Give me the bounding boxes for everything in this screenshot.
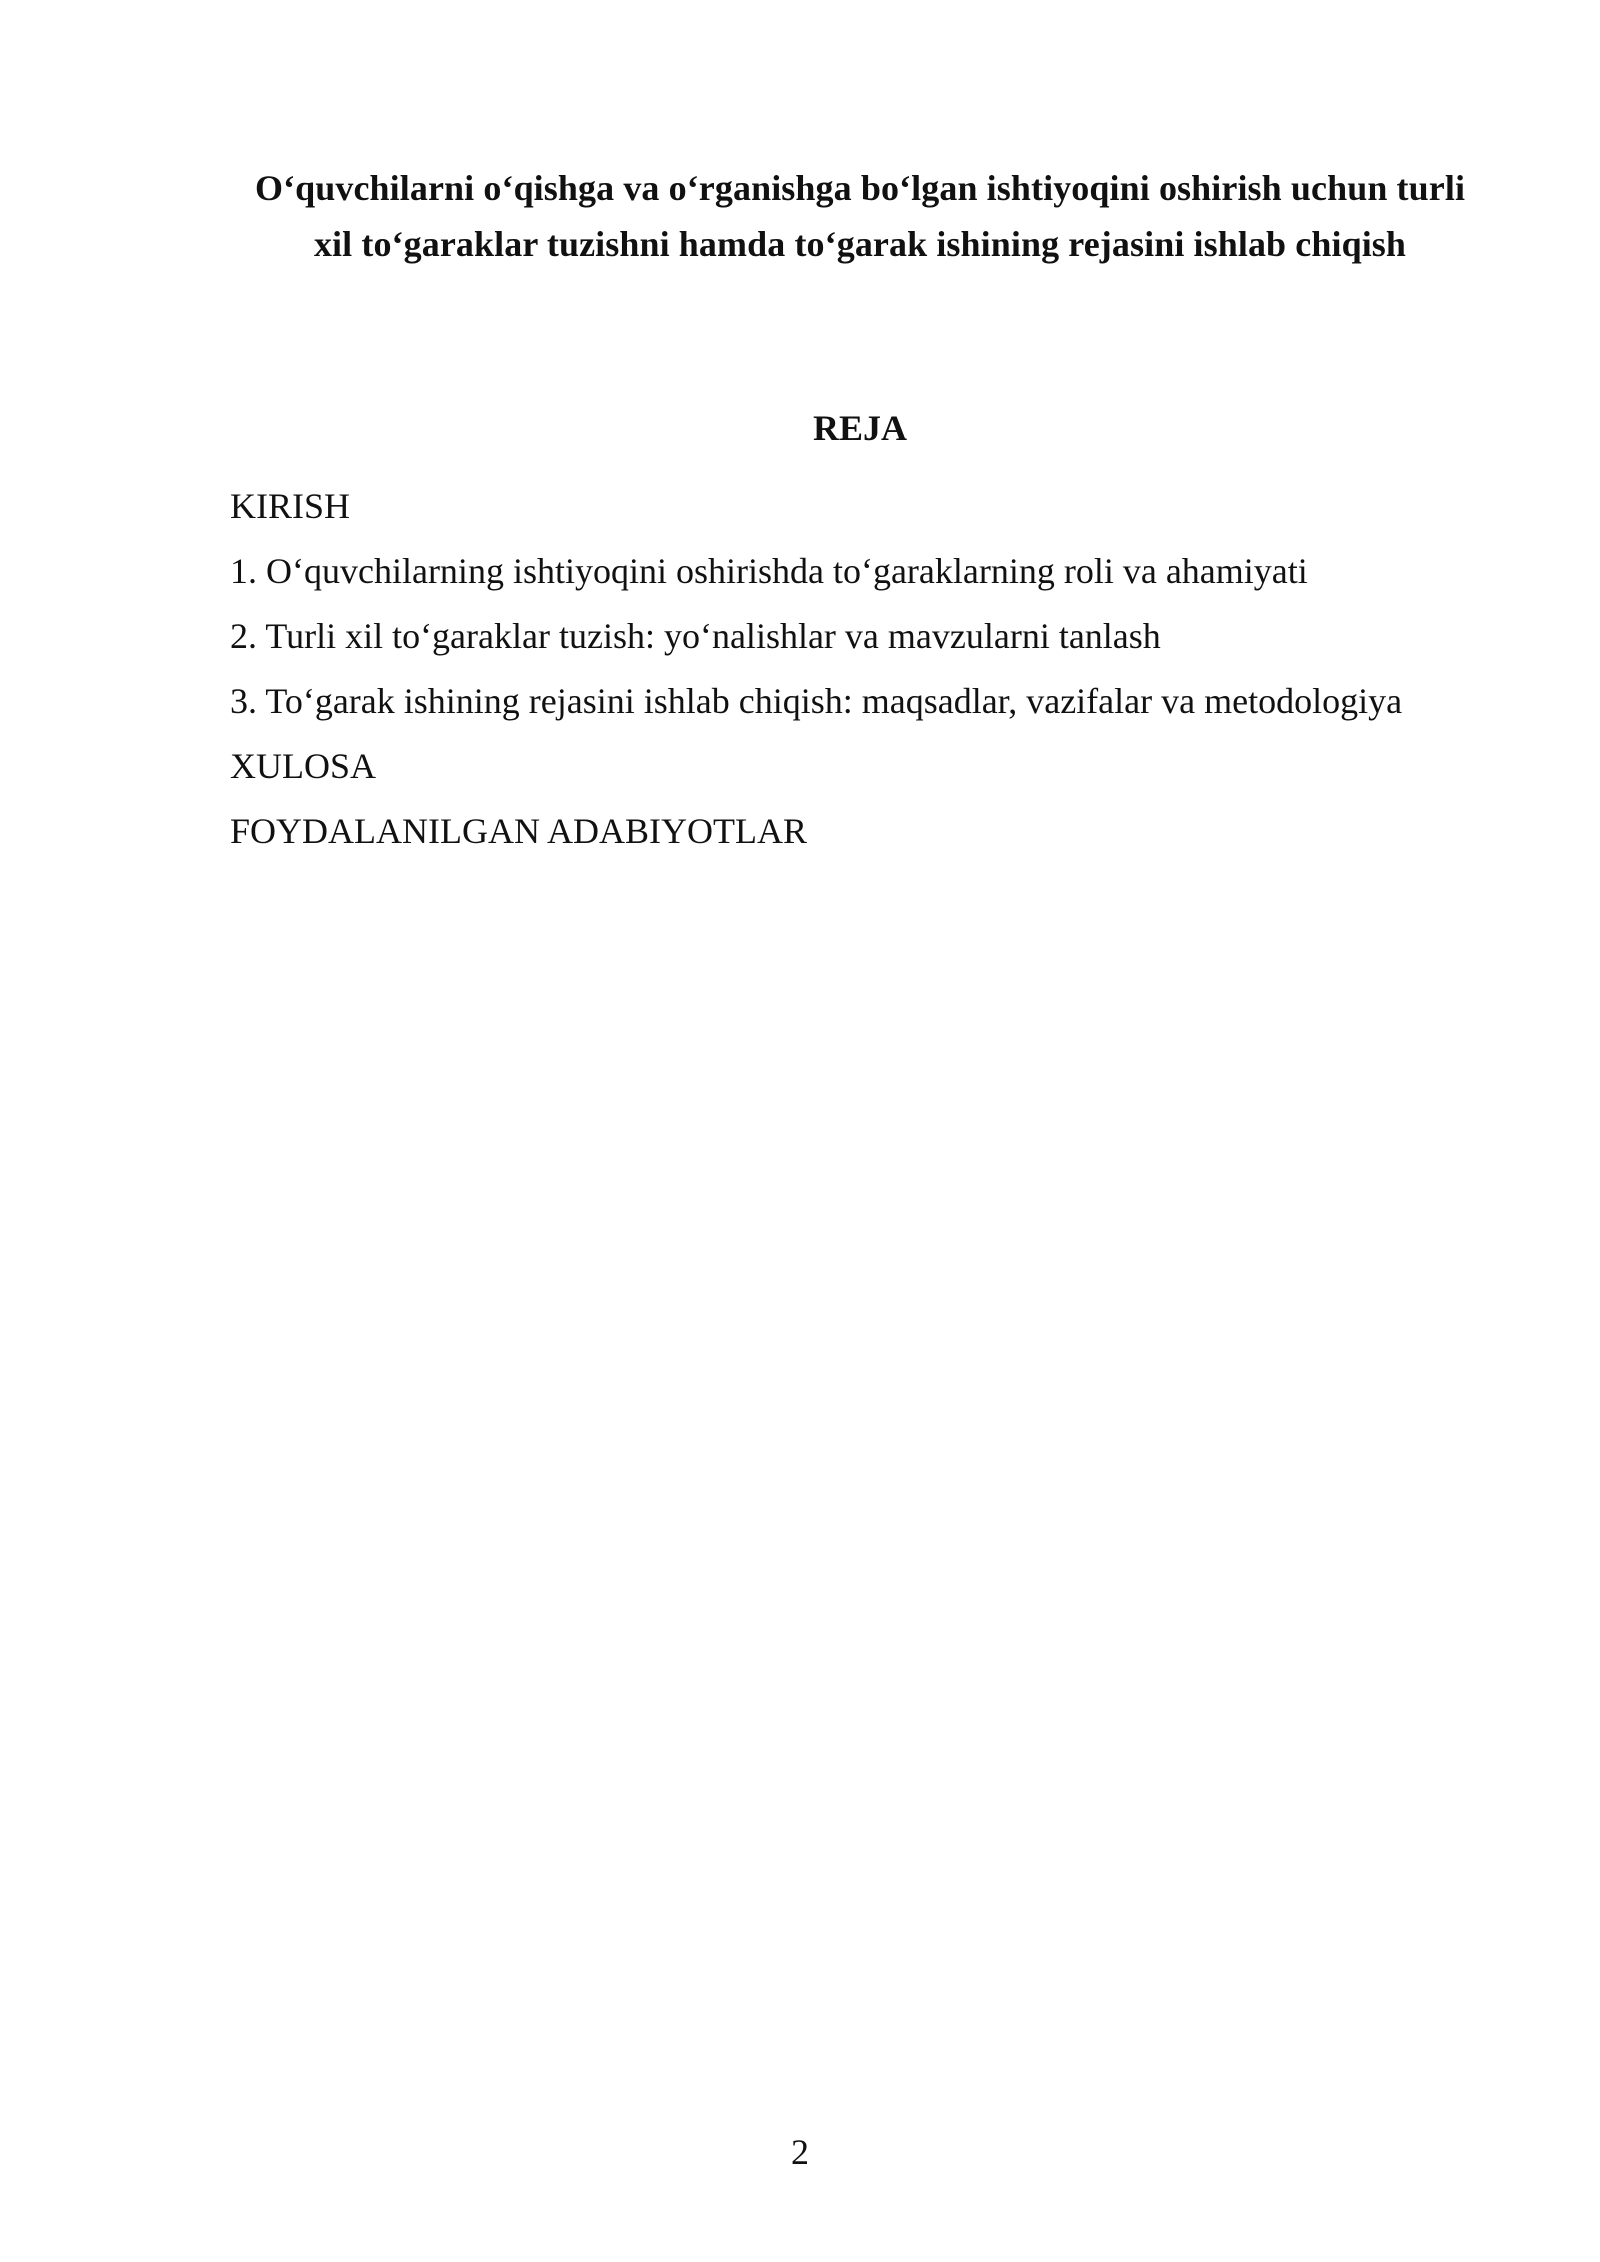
plan-item-introduction: KIRISH bbox=[230, 486, 351, 526]
plan-item-conclusion: XULOSA bbox=[230, 746, 377, 786]
plan-item-1: 1. O‘quvchilarning ishtiyoqini oshirishda to‘garaklarning roli va ahamiyati bbox=[230, 551, 1308, 591]
document-title bbox=[210, 160, 1510, 272]
plan-item-references: FOYDALANILGAN ADABIYOTLAR bbox=[230, 811, 807, 851]
plan-heading: REJA bbox=[812, 408, 907, 448]
page-number: 2 bbox=[791, 2132, 809, 2172]
document-title-line-2: xil to‘garaklar tuzishni hamda to‘garak ishining rejasini ishlab chiqish bbox=[313, 224, 1407, 264]
plan-item-3: 3. To‘garak ishining rejasini ishlab chiqish: maqsadlar, vazifalar va metodologiya bbox=[230, 681, 1403, 721]
plan-list bbox=[230, 474, 1402, 864]
document-title-line-1: O‘quvchilarni o‘qishga va o‘rganishga bo‘lgan ishtiyoqini oshirish uchun turli bbox=[254, 168, 1466, 208]
plan-item-2: 2. Turli xil to‘garaklar tuzish: yo‘nalishlar va mavzularni tanlash bbox=[230, 616, 1161, 656]
